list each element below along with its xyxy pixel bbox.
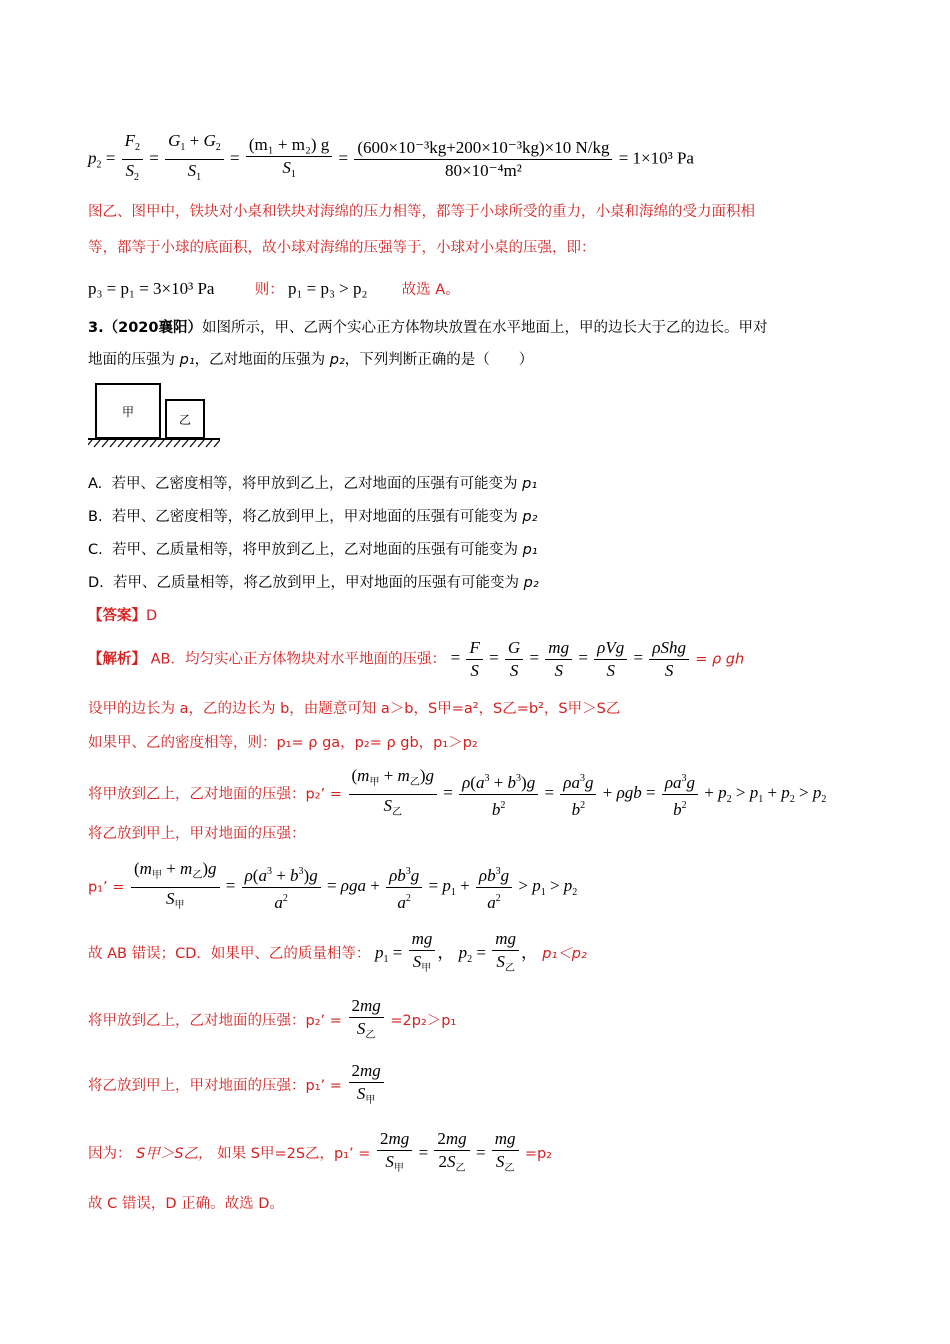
analysis-cd-line: 故 AB 错误；CD．如果甲、乙的质量相等： $p_1$ = $\frac{mg}{S_甲}$ ， $p_2$ = $\frac{mg}{S_乙}$ ， p₁＜p₂ [88,929,587,974]
analysis-density-line: 如果甲、乙的密度相等，则：p₁= ρ ga，p₂= ρ gb，p₁＞p₂ [88,735,478,751]
analysis-a-on-b-2: 将甲放到乙上，乙对地面的压强：p₂’ = $\frac{2mg}{S_乙}$ =2p₂＞p₁ [88,996,457,1041]
option-a[interactable]: A. 若甲、乙密度相等，将甲放到乙上，乙对地面的压强有可能变为 p₁ [88,476,538,492]
frac-m1m2g-s1: $\frac{\text{(m₁ + m₂) g}}{S_1}$ [246,134,332,186]
analysis-a-on-b: 将甲放到乙上，乙对地面的压强：p₂’ = $\frac{(m_甲 + m_乙)g}{S_乙}$ = $\frac{\rho(a^3 + b^3)g}{b^2}$ = $\frac{\rho a^3g}{b^2}$ + ρgb = $\frac{\rho a^3g}{b^2}$ + $p_2 > p_1 + p_2 > p_2$ [88,766,827,819]
frac-g1g2-s1: $\frac{G_1 + G_2}{S_1}$ [165,130,224,189]
analysis-b-on-a-formula: p₁’ = $\frac{(m_甲 + m_乙)g}{S_甲}$ = $\frac{\rho(a^3 + b^3)g}{a^2}$ = ρga + $\frac{\rho b^3g}{a^2}$ = $p_1$ + $\frac{\rho b^3g}{a^2}$ > $p_1 > p_2$ [88,859,578,912]
analysis-b-on-a-2: 将乙放到甲上，甲对地面的压强：p₁’ = $\frac{2mg}{S_甲}$ [88,1060,386,1112]
block-jia-label: 甲 [121,405,135,419]
analysis-b-on-a: 将乙放到甲上，甲对地面的压强： [88,826,306,842]
p2-formula: $p_2$ = $\frac{F_2}{S_2}$ = $\frac{G_1 + G_2}{S_1}$ = $\frac{\text{(m₁ + m₂) g}}{S_1}$ = $\frac{\text{(600×10⁻³kg+200×10⁻³kg)×10 N/kg}}{\text{80×10⁻⁴m²}}$ = 1×10³ Pa [88,130,694,189]
frac-f2-s2: $\frac{F_2}{S_2}$ [122,130,143,189]
question-line-2: 地面的压强为 p₁，乙对地面的压强为 p₂，下列判断正确的是（ ） [88,352,534,368]
option-c[interactable]: C. 若甲、乙质量相等，将甲放到乙上，乙对地面的压强有可能变为 p₁ [88,542,538,558]
analysis-because-line: 因为： S甲＞S乙， 如果 S甲=2S乙，p₁’ = $\frac{2mg}{S_甲}$ = $\frac{2mg}{2S_乙}$ = $\frac{mg}{S_乙}$ =p₂ [88,1129,552,1174]
answer-line: 【答案】D [88,608,158,624]
analysis-set-line: 设甲的边长为 a，乙的边长为 b，由题意可知 a＞b，S甲=a²，S乙=b²，S甲＞S乙 [88,701,621,717]
explain-line-2: 等，都等于小球的底面积，故小球对海绵的压强等于，小球对小桌的压强，即： [88,240,596,256]
frac-numeric: $\frac{\text{(600×10⁻³kg+200×10⁻³kg)×10 N/kg}}{\text{80×10⁻⁴m²}}$ [354,137,612,182]
block-yi-label: 乙 [178,413,192,427]
analysis-final: 故 C 错误，D 正确。故选 D。 [88,1196,284,1212]
option-d[interactable]: D. 若甲、乙质量相等，将乙放到甲上，甲对地面的压强有可能变为 p₂ [88,575,539,591]
option-b[interactable]: B. 若甲、乙密度相等，将乙放到甲上，甲对地面的压强有可能变为 p₂ [88,509,538,525]
p3-line: p₃ = p₁ = 3×10³ Pa 则： p₁ = p₃ > p₂ 故选 A。 [88,279,460,298]
blocks-figure [88,380,220,448]
explain-line-1: 图乙、图甲中，铁块对小桌和铁块对海绵的压力相等，都等于小球所受的重力，小桌和海绵的受力面积相 [88,204,755,220]
analysis-ab-line: 【解析】 AB．均匀实心正方体物块对水平地面的压强： = $\frac{F}{S}$ = $\frac{G}{S}$ = $\frac{mg}{S}$ = $\frac{\text{ρVg}}{S}$ = $\frac{\text{ρShg}}{S}$ = ρ gh [88,638,745,680]
question-line-1: 3.（2020襄阳）如图所示，甲、乙两个实心正方体物块放置在水平地面上，甲的边长大于乙的边长。甲对 [88,320,768,336]
